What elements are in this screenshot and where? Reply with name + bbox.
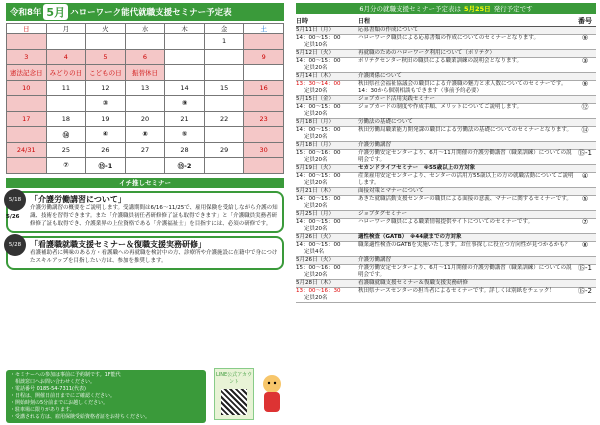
row-description: 介護労働講習 <box>358 142 392 148</box>
calendar-row <box>7 96 284 112</box>
row-time: 5月11日（月） <box>296 27 334 33</box>
calendar-cell: ⑭ <box>46 127 86 143</box>
calendar-row <box>7 49 284 65</box>
row-number <box>574 142 596 149</box>
row-number <box>574 211 596 218</box>
col-number: 番号 <box>578 17 592 25</box>
schedule-panel <box>292 0 600 425</box>
calendar-cell <box>244 127 284 143</box>
row-number <box>574 188 596 195</box>
calendar-cell: 21 <box>165 111 205 127</box>
row-number: ⑨ <box>581 80 589 88</box>
row-description: 産業雇用安定センターより、センターの活用方55歳以上の方の就職活動についてご説明します。 <box>358 173 574 186</box>
calendar-row <box>7 80 284 96</box>
schedule-row <box>296 96 596 104</box>
row-number: ⑮-1 <box>578 149 592 157</box>
row-number <box>574 165 596 172</box>
row-time: 14：00～15：00 定員4名 <box>296 242 341 255</box>
weekday-1: 月 <box>46 24 86 34</box>
date-badge-1: 5/18 <box>4 189 26 211</box>
row-time: 13：00～16：30 定員20名 <box>296 288 341 301</box>
note-line: ・開始時刻の5分前までにお越しください。 <box>10 400 109 406</box>
schedule-row <box>296 211 596 219</box>
schedule-row <box>296 165 596 173</box>
calendar-cell <box>244 65 284 81</box>
calendar-cell <box>46 96 86 112</box>
row-time: 14：00～15：00 定員20名 <box>296 196 341 209</box>
row-description: 秋田県ナースセンターの担当者によるセミナーです。詳しくは別紙をチェック！ <box>358 288 555 294</box>
row-description: 介護関係について <box>358 73 402 79</box>
schedule-header: 6月分の就職支援セミナー予定表は 5月25日 発行予定です <box>296 3 596 14</box>
note-line: ・電話番号 0185-54-7311(代表) <box>10 386 86 392</box>
row-number: ③ <box>581 57 589 65</box>
row-description: ジョブタグセミナー <box>358 211 408 217</box>
box2-title: 「看護職就職支援セミナー＆復職支援実務研修」 <box>30 239 206 249</box>
calendar-row <box>7 158 284 174</box>
row-number: ⑫ <box>581 103 589 111</box>
calendar-cell: 29 <box>204 142 244 158</box>
row-description: 看護職就職支援セミナー＆復職支援実務研修 <box>358 280 469 286</box>
row-time: 14：00～15：00 定員20名 <box>296 219 341 232</box>
row-description: ハローワーク職員による職業情報提供サイトについてのセミナーです。 <box>358 219 534 225</box>
calendar-cell: 11 <box>46 80 86 96</box>
calendar-cell: ⑤ <box>165 127 205 143</box>
calendar-cell: 17 <box>7 111 47 127</box>
calendar-cell: ③ <box>86 96 126 112</box>
note-line: ・受講される方は、雇用保険受給資格者証をお持ちください。 <box>10 414 151 420</box>
row-time: 5月15日（金） <box>296 96 334 102</box>
row-time: 5月25日（月） <box>296 211 334 217</box>
calendar-cell <box>125 96 165 112</box>
calendar-header <box>6 3 284 21</box>
calendar-cell: 14 <box>165 80 205 96</box>
row-number <box>574 119 596 126</box>
row-time: 14：00～15：00 定員10名 <box>296 35 341 48</box>
row-time: 13：30～14：00 定員20名 <box>296 81 341 94</box>
note-line: ・日程は、開催日前日までにご確認ください。 <box>10 393 116 399</box>
column-headers <box>296 16 596 27</box>
schedule-row <box>296 81 596 96</box>
calendar-cell: 28 <box>165 142 205 158</box>
calendar-row <box>7 127 284 143</box>
calendar-cell <box>7 96 47 112</box>
row-number: ⑤ <box>581 195 589 203</box>
weekday-6: 土 <box>244 24 284 34</box>
row-description: 適性検査（GATB） ※44歳までの方対象 <box>358 234 462 240</box>
row-description: ハローワーク職員による応募書類の作成についてのセミナーとなります。 <box>358 35 539 41</box>
schedule-row <box>296 257 596 265</box>
calendar-cell <box>204 127 244 143</box>
schedule-row <box>296 234 596 242</box>
calendar-cell: みどりの日 <box>46 65 86 81</box>
weekday-4: 木 <box>165 24 205 34</box>
calendar-cell: ⑦ <box>46 158 86 174</box>
schedule-row <box>296 265 596 280</box>
calendar-title: ハローワーク能代就職支援セミナー予定表 <box>70 8 232 18</box>
row-time: 5月21日（木） <box>296 188 334 194</box>
calendar-cell: 15 <box>204 80 244 96</box>
schedule-row <box>296 104 596 119</box>
calendar-cell: ⑧ <box>125 127 165 143</box>
row-time: 14：00～15：00 定員20名 <box>296 173 341 186</box>
calendar-cell: ⑮-1 <box>86 158 126 174</box>
schedule-row <box>296 242 596 257</box>
row-time: 5月26日（火） <box>296 257 334 263</box>
row-number: ⑦ <box>581 218 589 226</box>
calendar-cell: 振替休日 <box>125 65 165 81</box>
calendar-cell: 19 <box>86 111 126 127</box>
calendar-cell: 13 <box>125 80 165 96</box>
row-number <box>574 73 596 80</box>
row-number: ⑧ <box>581 241 589 249</box>
banner: イチ推しセミナー <box>6 178 284 188</box>
row-description: 秋田県社会福祉協議会の職員による介護職の魅力と求人数についてのセミナーです。14：30から個別相談もできます（事前予約必要） <box>358 81 567 94</box>
calendar-cell <box>244 96 284 112</box>
row-time: 5月19日（火） <box>296 165 334 171</box>
row-time: 5月26日（火） <box>296 234 334 240</box>
calendar-cell: 22 <box>204 111 244 127</box>
calendar-cell <box>204 96 244 112</box>
box2-body: 看護補助者に興味のある方・看護職への再就職を検討中の方、診療所や介護施設に在籍中で身につけたスキルアップを目指したい方は、参加を推奨します。 <box>30 249 278 264</box>
calendar-row <box>7 34 284 50</box>
calendar-row <box>7 111 284 127</box>
schedule-row <box>296 27 596 35</box>
schedule-rows <box>292 27 600 303</box>
schedule-row <box>296 219 596 234</box>
row-description: 職業適性検査のGATBを実施いたします。お仕事探しに役立つ方向性が見つかるかも？ <box>358 242 571 248</box>
row-description: 面接対策とマナーについて <box>358 188 424 194</box>
row-number: ⑮-2 <box>578 287 592 295</box>
qr-label: LINE公式アカウント <box>215 372 253 385</box>
schedule-row <box>296 150 596 165</box>
note-line: ・駐車場に限りがあります。 <box>10 407 75 413</box>
calendar-cell: 30 <box>244 142 284 158</box>
schedule-row <box>296 73 596 81</box>
calendar-cell: 26 <box>86 142 126 158</box>
calendar-cell: 27 <box>125 142 165 158</box>
schedule-row <box>296 173 596 188</box>
row-description: 応募書類の作成について <box>358 27 419 33</box>
calendar-table <box>6 23 284 174</box>
row-time: 5月28日（木） <box>296 280 334 286</box>
calendar-cell: 憲法記念日 <box>7 65 47 81</box>
row-number <box>574 257 596 264</box>
schedule-row <box>296 58 596 73</box>
calendar-cell: 1 <box>204 34 244 50</box>
weekday-2: 火 <box>86 24 126 34</box>
calendar-cell: 6 <box>125 49 165 65</box>
row-description: 介護労働安定センターより、6月～11月開催の介護労働講習（職業訓練）についての説明会です。 <box>358 265 572 278</box>
schedule-row <box>296 288 596 303</box>
calendar-cell <box>7 127 47 143</box>
box1-date-bottom: 5/26 <box>6 213 20 220</box>
schedule-row <box>296 280 596 288</box>
row-description: 再就職のためのハローワーク利用について（ポリテク） <box>358 50 496 56</box>
calendar-row <box>7 142 284 158</box>
row-time: 14：00～15：00 定員20名 <box>296 104 341 117</box>
col-name: 日程 <box>358 18 371 25</box>
row-number: ⑮-1 <box>578 264 592 272</box>
calendar-cell: ④ <box>86 127 126 143</box>
schedule-row <box>296 188 596 196</box>
calendar-cell <box>86 34 126 50</box>
row-description: セカンドライフセミナー ※55歳以上の方対象 <box>358 165 476 171</box>
calendar-row <box>7 65 284 81</box>
row-time: 5月12日（火） <box>296 50 334 56</box>
row-number <box>574 280 596 287</box>
calendar-cell: 18 <box>46 111 86 127</box>
row-time: 15：00～16：00 定員20名 <box>296 265 341 278</box>
row-description: 介護労働安定センターより、6月～11月開催の介護労働講習（職業訓練）についての説明会です。 <box>358 150 572 163</box>
next-issue-date: 5月25日 <box>464 5 491 13</box>
seminar-box-2 <box>6 236 284 270</box>
weekday-0: 日 <box>7 24 47 34</box>
schedule-row <box>296 196 596 211</box>
schedule-row <box>296 127 596 142</box>
row-time: 14：00～15：00 定員20名 <box>296 127 341 140</box>
calendar-cell <box>165 34 205 50</box>
row-time: 15：00～16：00 定員20名 <box>296 150 341 163</box>
calendar-cell: 3 <box>7 49 47 65</box>
row-description: 労働法の基礎について <box>358 119 413 125</box>
calendar-cell: 9 <box>244 49 284 65</box>
calendar-cell: 16 <box>244 80 284 96</box>
calendar-cell <box>244 158 284 174</box>
mascot-icon <box>258 372 286 417</box>
row-number: ⑨ <box>581 34 589 42</box>
row-time: 14：00～15：00 定員20名 <box>296 58 341 71</box>
calendar-cell: 5 <box>86 49 126 65</box>
calendar-cell: 23 <box>244 111 284 127</box>
schedule-row <box>296 142 596 150</box>
calendar-cell <box>204 49 244 65</box>
row-number <box>574 96 596 103</box>
row-number: ⑭ <box>581 126 589 134</box>
row-description: あきた就職活動支援センターの職員による面接の意義、マナーに関するセミナーです。 <box>358 196 572 202</box>
schedule-row <box>296 35 596 50</box>
weekday-3: 水 <box>125 24 165 34</box>
schedule-row <box>296 50 596 58</box>
calendar-cell: 24/31 <box>7 142 47 158</box>
calendar-cell: ⑮-2 <box>165 158 205 174</box>
calendar-cell: 4 <box>46 49 86 65</box>
calendar-cell <box>125 34 165 50</box>
weekday-row <box>7 24 284 34</box>
date-badge-2: 5/28 <box>4 234 26 256</box>
row-number <box>574 234 596 241</box>
calendar-cell <box>165 49 205 65</box>
seminar-box-1 <box>6 191 284 233</box>
calendar-cell <box>7 34 47 50</box>
weekday-5: 金 <box>204 24 244 34</box>
calendar-cell <box>204 65 244 81</box>
calendar-cell <box>204 158 244 174</box>
schedule-row <box>296 119 596 127</box>
note-line: ・セミナーへの参加は事前に予約制です。1F能代 <box>10 372 121 378</box>
row-time: 5月18日（月） <box>296 142 334 148</box>
row-number <box>574 50 596 57</box>
calendar-cell: 10 <box>7 80 47 96</box>
row-number: ④ <box>581 172 589 180</box>
note-line: 相談窓口へお問い合わせください。 <box>10 379 96 385</box>
calendar-cell: 12 <box>86 80 126 96</box>
qr-code <box>214 368 254 420</box>
row-number <box>574 27 596 34</box>
calendar-cell <box>46 34 86 50</box>
row-description: 介護労働講習 <box>358 257 392 263</box>
col-date: 日時 <box>296 18 309 25</box>
row-description: 秋田労働局職業能力開発課の職員による労働法の基礎についてのセミナーとなります。 <box>358 127 572 133</box>
row-time: 5月18日（月） <box>296 119 334 125</box>
calendar-cell: 20 <box>125 111 165 127</box>
box1-title: 「介護労働講習について」 <box>30 194 126 204</box>
calendar-cell <box>7 158 47 174</box>
month-badge: 5月 <box>43 4 68 20</box>
era: 令和8年 <box>10 8 42 18</box>
row-time: 5月14日（木） <box>296 73 334 79</box>
calendar-cell: こどもの日 <box>86 65 126 81</box>
calendar-cell: 25 <box>46 142 86 158</box>
row-description: ジョブカード活用実践セミナー <box>358 96 435 102</box>
left-panel <box>0 0 290 425</box>
notes-panel <box>6 370 206 423</box>
calendar-cell <box>165 65 205 81</box>
row-description: ポリテクセンター秋田の職員による職業訓練の説明会となります。 <box>358 58 523 64</box>
calendar-cell <box>125 158 165 174</box>
calendar-cell: ⑨ <box>165 96 205 112</box>
box1-body: 介護労働講習の概要をご説明します。受講期間は6/16～11/25で、雇用保険を受給しながら介護の知識、技術を習得できます。また「介護職員初任者研修修了証も取得できます」と「介護職員実務者研修修了証も取得でき、介護業界の上位資格である「介護福祉士」を目指すには、必須の研修です。 <box>30 204 278 227</box>
calendar-cell <box>244 34 284 50</box>
row-description: ジョブカードの制度や作成手順、メリットについてご説明します。 <box>358 104 523 110</box>
